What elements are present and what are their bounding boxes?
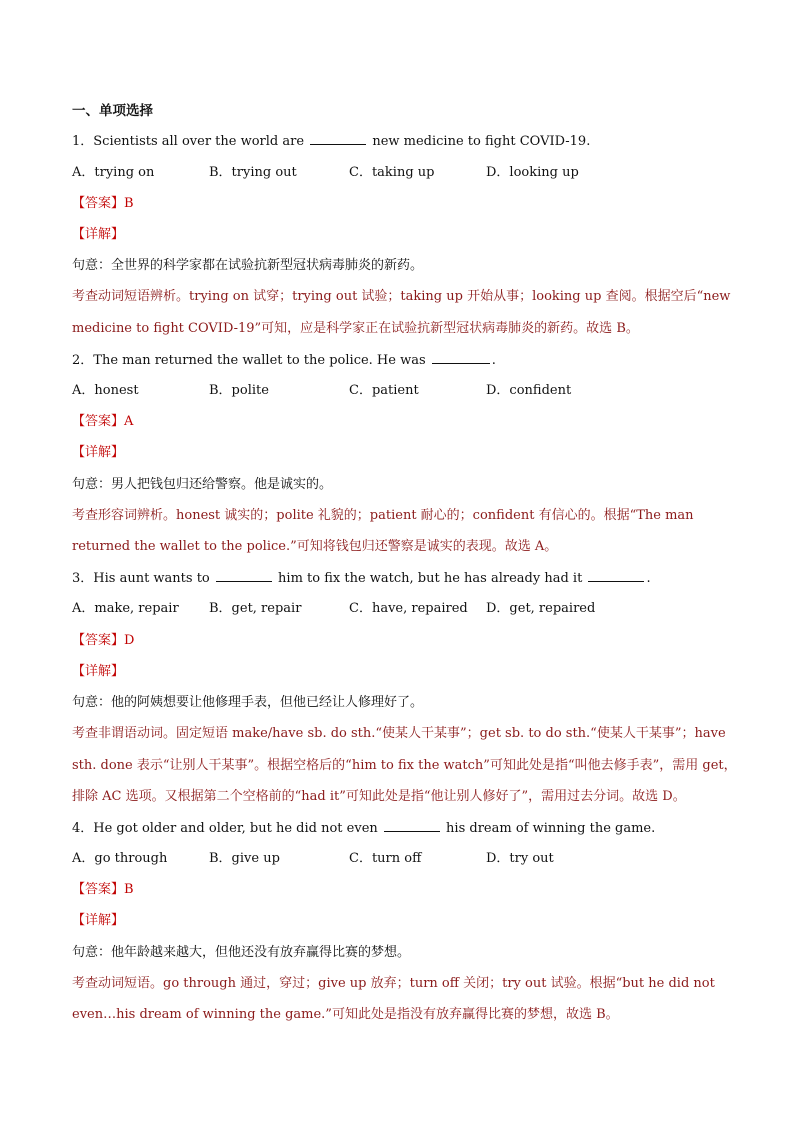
question-3-stem-before: 3．His aunt wants to	[72, 571, 210, 586]
section-title: 一、单项选择	[72, 103, 153, 119]
question-4-meaning: 句意：他年龄越来越大，但他还没有放弃赢得比赛的梦想。	[72, 945, 411, 960]
option-d: D．looking up	[486, 165, 579, 180]
option-b: B．get, repair	[209, 601, 302, 616]
question-4-options	[72, 850, 734, 868]
question-4-detail-heading: 【详解】	[72, 913, 125, 928]
option-a: A．make, repair	[72, 601, 179, 616]
question-3-analysis-line-1: 考查非谓语动词。固定短语 make/have sb. do sth.“使某人干某事”；get sb. to do sth.“使某人干某事”；have	[72, 726, 726, 741]
question-4-stem	[72, 819, 734, 838]
question-3-stem-mid: him to fix the watch, but he has already had it	[278, 571, 583, 586]
question-2-stem-after: .	[491, 353, 496, 368]
question-2-detail-heading: 【详解】	[72, 445, 125, 460]
option-d: D．get, repaired	[486, 601, 596, 616]
question-3-answer: 【答案】D	[72, 633, 135, 648]
question-3-meaning: 句意：他的阿姨想要让他修理手表，但他已经让人修理好了。	[72, 695, 424, 710]
question-2-analysis-line-1: 考查形容词辨析。honest 诚实的；polite 礼貌的；patient 耐心的；confident 有信心的。根据“The man	[72, 508, 694, 523]
option-b: B．polite	[209, 383, 269, 398]
question-2-answer: 【答案】A	[72, 414, 134, 429]
question-1-detail-heading: 【详解】	[72, 227, 125, 242]
question-3-stem	[72, 569, 734, 588]
question-3-detail-heading: 【详解】	[72, 664, 125, 679]
option-a: A．trying on	[72, 165, 155, 180]
option-c: C．taking up	[349, 165, 435, 180]
answer-blank	[384, 819, 440, 832]
question-1-stem	[72, 132, 734, 151]
option-a: A．go through	[72, 851, 168, 866]
answer-blank	[432, 351, 490, 364]
option-c: C．turn off	[349, 851, 422, 866]
option-d: D．confident	[486, 383, 572, 398]
question-4-analysis-line-2: even…his dream of winning the game.”可知此处是指没有放弃赢得比赛的梦想，故选 B。	[72, 1007, 619, 1022]
question-2-meaning: 句意：男人把钱包归还给警察。他是诚实的。	[72, 477, 333, 492]
question-1-options	[72, 164, 734, 182]
question-2-stem	[72, 351, 734, 370]
option-b: B．give up	[209, 851, 280, 866]
question-4-answer: 【答案】B	[72, 882, 134, 897]
question-1-stem-after: new medicine to fight COVID-19.	[372, 134, 591, 149]
option-a: A．honest	[72, 383, 139, 398]
answer-blank	[310, 132, 366, 145]
option-b: B．trying out	[209, 165, 297, 180]
question-4-analysis-line-1: 考查动词短语。go through 通过，穿过；give up 放弃；turn off 关闭；try out 试验。根据“but he did not	[72, 976, 715, 991]
question-4-stem-before: 4．He got older and older, but he did not even	[72, 821, 378, 836]
question-3-options	[72, 600, 734, 618]
question-3-analysis-line-2: sth. done 表示“让别人干某事”。根据空格后的“him to fix the watch”可知此处是指“叫他去修手表”，需用 get，	[72, 758, 737, 773]
question-1-stem-before: 1．Scientists all over the world are	[72, 134, 305, 149]
question-1-meaning: 句意：全世界的科学家都在试验抗新型冠状病毒肺炎的新药。	[72, 258, 424, 273]
option-c: C．patient	[349, 383, 419, 398]
question-1-answer: 【答案】B	[72, 196, 134, 211]
question-2-options	[72, 382, 734, 400]
question-4-stem-after: his dream of winning the game.	[446, 821, 656, 836]
question-1-analysis-line-1: 考查动词短语辨析。trying on 试穿；trying out 试验；taking up 开始从事；looking up 查阅。根据空后“new	[72, 289, 731, 304]
answer-blank	[216, 569, 272, 582]
question-3-stem-after: .	[646, 571, 651, 586]
option-d: D．try out	[486, 851, 554, 866]
option-c: C．have, repaired	[349, 601, 468, 616]
question-2-analysis-line-2: returned the wallet to the police.”可知将钱包归还警察是诚实的表现。故选 A。	[72, 539, 558, 554]
question-3-analysis-line-3: 排除 AC 选项。又根据第二个空格前的“had it”可知此处是指“他让别人修好了”，需用过去分词。故选 D。	[72, 789, 686, 804]
question-2-stem-before: 2．The man returned the wallet to the police. He was	[72, 353, 426, 368]
answer-blank	[588, 569, 644, 582]
question-1-analysis-line-2: medicine to fight COVID-19”可知，应是科学家正在试验抗新型冠状病毒肺炎的新药。故选 B。	[72, 321, 639, 336]
